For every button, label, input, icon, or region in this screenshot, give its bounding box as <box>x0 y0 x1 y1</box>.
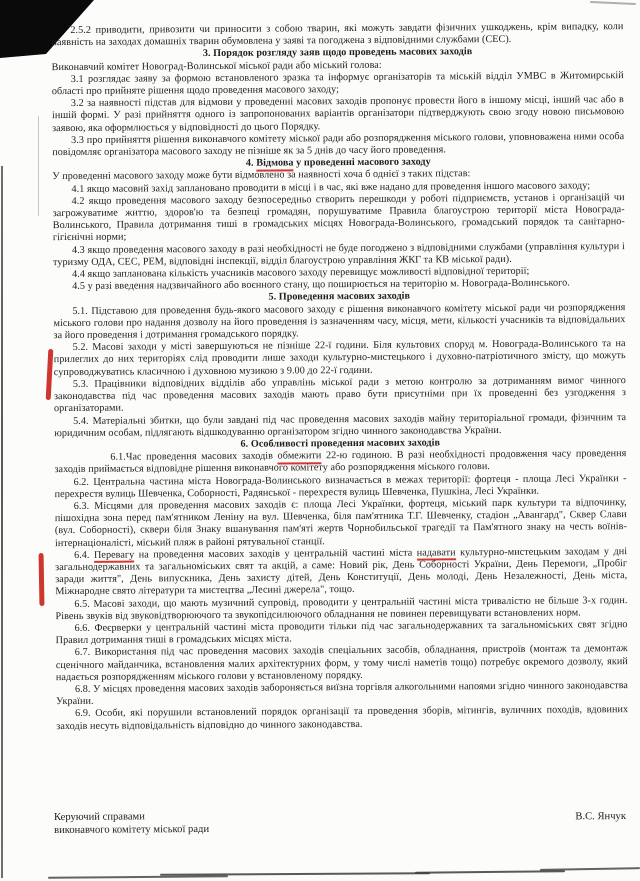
section-heading: 3. Порядок розгляду заяв щодо проведень масових заходів <box>202 46 473 60</box>
paragraph: 5.4. Матеріальні збитки, що були завдані під час проведення масових заходів майну територіальної громади, фізичним та юридичним особам, підлягають відшкодуванню організатором згідно чинного законодавства України. <box>54 411 627 439</box>
scan-left-faint-line <box>38 116 39 216</box>
paragraph: 2.5.2 приводити, привозити чи приносити з собою тварин, які можуть завдати фізичних ушкоджень, крім випадку, коли наявність на заходах домашніх тварин обумовлена у заяві та погоджена з відповідними службами (СЕС). <box>51 21 624 49</box>
document-body <box>51 21 628 733</box>
scan-bottom-edge-line <box>160 872 430 875</box>
paragraph: У проведенні масового заходу може бути відмовлено за наявності хоча б однієї з таких підстав: <box>52 168 471 183</box>
paragraph: 3.1 розглядає заяву за формою встановленого зразка та інформує організаторів та міській відділ УМВС в Житомирській області про прийняте рішення щодо проведення масового заходу; <box>51 69 624 98</box>
scan-bottom-edge-line <box>48 875 228 878</box>
red-pen-underline: Відмова <box>256 158 293 172</box>
signature-role <box>54 811 209 837</box>
scan-topright-smudge <box>590 1 636 5</box>
red-pen-underline: надавати <box>417 547 456 561</box>
signature-block <box>54 808 626 837</box>
signature-role-line2: виконавчого комітету міської ради <box>54 823 210 836</box>
paragraph: 6.7. Використання під час проведення масових заходів спеціальних засобів, обладнання, пристроїв (монтаж та демонтаж сценічного майданчика, встановлення малих архітектурних форм, у тому числі наметів тощо) потребує окремого дозволу, який надається розпорядженням міського голови у встановленому порядку. <box>55 643 628 683</box>
paragraph: 3.3 про прийняття рішення виконавчого комітету міської ради або розпорядження міського голови, уповноважена ними особа повідомляє організатора масового заходу не пізніше як за 5 днів до часу його проведення. <box>52 130 625 159</box>
paragraph: 6.3. Місцями для проведення масових заходів є: площа Лесі Українки, фортеця, міський парк культури та відпочинку, пішохідна зона перед пам'ятником Леніну на вул. Шевченка, біля пам'ятника Т.Г. Шевченку, стадіон „Авангард", Сквер Слави (вул. Соборності), сквери біля Знаку вшанування пам'яті жертв Чорнобильської трагедії та Пам'ятного знаку на честь воїнів-інтернаціоналісті, міський пляж в районі рятувальної станції. <box>54 497 627 549</box>
paragraph: 6.8. У місцях проведення масових заходів забороняється виїзна торгівля алкогольними напоями згідно чинного законодавства України. <box>56 680 629 708</box>
paragraph: 4.4 якщо запланована кількість учасників масового заходу перевищує можливості відповідної території; <box>72 265 530 281</box>
signature-name: В.С. Янчук <box>575 811 627 823</box>
paragraph: 5.1. Підставою для проведення будь-якого масового заходу є рішення виконавчого комітету міської ради чи розпорядження міського голови про надання дозволу на його проведення із зазначенням часу, місця, мети, кількості учасників та відповідальних за його проведення і дотримання громадського порядку. <box>53 301 626 342</box>
paragraph: 4.1 якщо масовий захід заплановано проводити в місці і в час, які вже надано для проведення іншого масового заходу; <box>71 179 591 195</box>
red-pen-underline: Перевагу <box>94 549 134 563</box>
paragraph: 4.3 якщо проведення масового заходу в разі необхідності не буде погоджено з відповідними службами (управління культури і туризму ОДА, СЕС, РЕМ, відповідні інспекції, відділ благоустрою управління ЖКГ та КВ міської ради). <box>52 240 625 268</box>
scan-left-edge-line <box>1 166 3 878</box>
paragraph: 6.5. Масові заходи, що мають музичний супровід, проводити у центральній частині міста тривалістю не більше 3-х годин. Рівень звуків від звуковідтворюючого та звукопідсилюючого обладнання не повинен перевищувати встановлених норм. <box>55 594 628 622</box>
red-margin-stroke-section-5-1 <box>46 349 54 400</box>
paragraph: 5.3. Працівники відповідних відділів або управлінь міської ради з метою контролю за дотриманням вимог чинного законодавства під час проведення масових заходів мають право бути присутніми при їх проведенні без узгодження з організаторами. <box>53 374 626 415</box>
paragraph: 4.2 якщо проведення масового заходу безпосередньо створить перешкоди у роботі підприємств, установ і організацій чи загрожуватиме життю, здоров'ю та безпеці громадян, порушуватиме Правила благоустрою території міста Новограда-Волинського, Правила дотримання тиші в громадських місцях Новограда-Волинського, громадський порядок та санітарно-гігієнічні норми; <box>52 191 625 244</box>
paragraph: 3.2 за наявності підстав для відмови у проведенні масових заходів пропонує провести його в іншому місці, інший час або в іншій формі. У разі прийняття одного із запропонованих варіантів організатори підтверджують свою згоду новою письмовою заявою, яка оформлюється у відповідності до цього Порядку. <box>51 94 625 134</box>
section-heading: 6. Особливості проведення масових заходів <box>240 437 441 450</box>
paragraph: Виконавчий комітет Новоград-Волинської міської ради або міський голова: <box>51 59 382 73</box>
paragraph: 4.5 у разі введення надзвичайного або воєнного стану, що поширюється на територію м. Новограда-Волинського. <box>72 277 570 293</box>
section-heading: 4. Відмова у проведенні масового заходу <box>52 155 624 171</box>
paragraph: 6.4. Перевагу на проведення масових заходів у центральній частині міста надавати культурно-мистецьким заходам у дні загальнодержавних та загальноміських свят та акцій, а саме: Новий рік, День Соборності України, День Перемоги, „Пробіг заради життя", День випускника, День захисту дітей, День Конституції, День молоді, День Незалежності, День міста, Міжнародне свято літератури та мистецтва „Лесині джерела", тощо. <box>55 545 628 598</box>
paragraph: 6.9. Особи, які порушили встановлений порядок організації та проведення зборів, мітингів, вуличних походів, вдовиних заходів несуть відповідальність відповідно до чинного законодавства. <box>56 704 629 732</box>
section-heading: 5. Проведення масових заходів <box>268 291 411 304</box>
signature-role-line1: Керуючий справами <box>53 811 145 823</box>
paragraph: 6.6. Феєрверки у центральній частині міста проводити тільки під час загальнодержавних та загальноміських свят згідно Правил дотримання тиші в громадських місцях міста. <box>55 619 628 647</box>
scan-bottom-edge-line <box>540 867 640 871</box>
paragraph: 5.2. Масові заходи у місті завершуються не пізніше 22-ї години. Біля культових споруд м. Новограда-Волинського та на прилеглих до них територіях слід проводити лише заходи культурно-мистецького і духовно-патріотичного змісту, що можуть супроводжуватись класичною і духовною музикою з 9.00 до 22-ї години. <box>53 338 626 378</box>
paragraph: 6.2. Центральна частина міста Новограда-Волинського визначається в межах території: фортеця - площа Лесі Українки - перехрестя вулиць Шевченка, Соборності, Радянської - перехрестя вулиць Шевченка, Пушкіна, Лесі Українки. <box>54 472 627 500</box>
red-pen-underline: обмежити <box>278 450 322 464</box>
red-margin-stroke-section-6-3 <box>39 553 45 606</box>
paragraph: 6.1.Час проведення масових заходів обмежити 22-ю годиною. В разі необхідності продовження часу проведення заходів приймається відповідне рішення виконавчого комітету або розпорядження міського голови. <box>54 448 627 476</box>
